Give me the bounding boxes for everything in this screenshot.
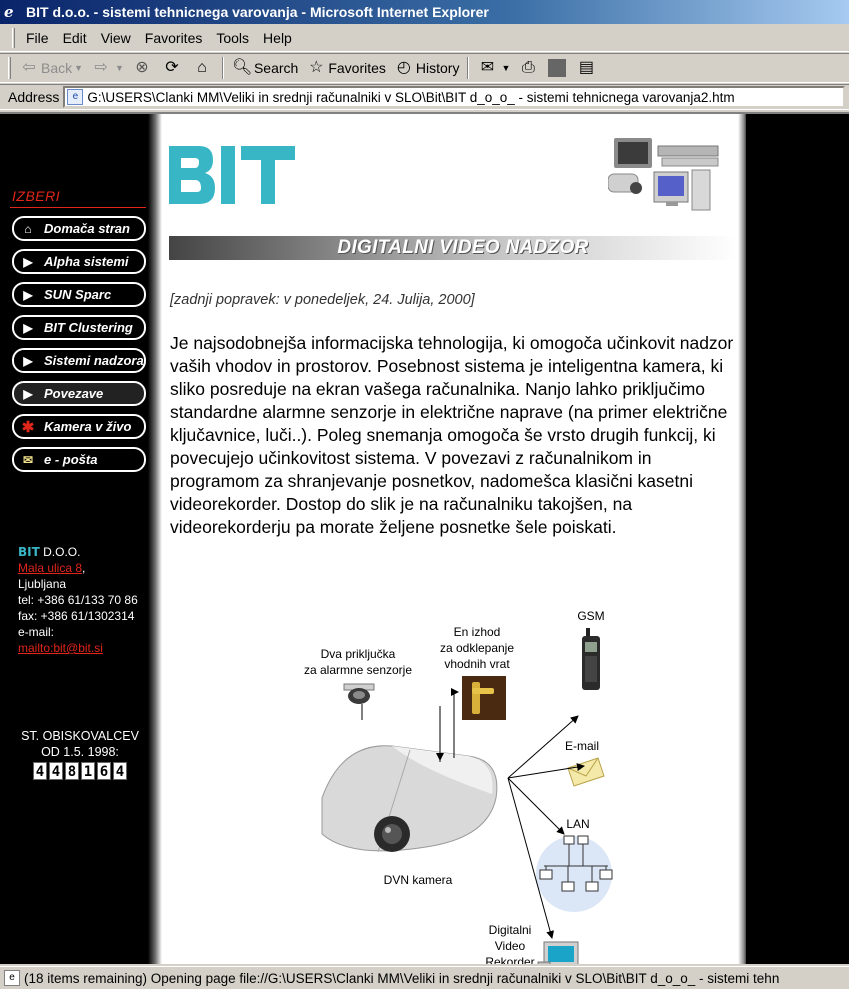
email-label-diagram: E-mail — [564, 739, 600, 753]
dvn-camera-image — [322, 746, 497, 852]
menu-edit[interactable]: Edit — [62, 29, 87, 46]
lan-label: LAN — [566, 817, 590, 831]
page-icon: e — [67, 89, 83, 105]
favorites-star-icon: ☆ — [309, 59, 324, 76]
camera-label: DVN kamera — [383, 873, 453, 887]
exit-label-2: za odklepanje — [439, 641, 515, 655]
bit-logo — [169, 142, 295, 206]
contact-info — [18, 544, 138, 656]
printer-icon: ⎙ — [521, 59, 535, 76]
window-title-bar[interactable] — [0, 0, 849, 24]
gsm-label: GSM — [577, 609, 605, 623]
internet-explorer-icon: e — [4, 3, 14, 21]
dvr-computer-icon — [538, 942, 578, 964]
play-icon: ▶ — [23, 320, 33, 335]
refresh-icon: ⟳ — [165, 59, 179, 76]
intro-paragraph: Je najsodobnejša informacijska tehnologija, ki omogoča učinkovit nadzor vaših vhodov in prostorov. Posebnost sistema je inteligentna kamera, ki sliko posreduje na ekran vašega računalnika. Nanjo lahko priključimo standardne alarmne senzorje in električne naprave (na primer električne ključavnice, luči..). Poleg snemanja omogoča še vrsto drugih funkcij, ki povecujejo učinkovitost sistema. V povezavi z računalnikom in programom za shranjevanje posnetkov, nadomešca klasični kasetni videorekorder. Dostop do slik je na računalniku takojšen, na videorekorderju pa morate željene posnetke šele poiskati. — [170, 333, 734, 537]
sidebar-item-live-camera[interactable] — [12, 414, 146, 439]
street-link[interactable]: Mala ulica 8 — [18, 561, 83, 575]
mail-icon: ✉ — [480, 59, 495, 76]
chevron-down-icon[interactable]: ▼ — [501, 63, 511, 73]
search-icon: 🔍︎ — [231, 59, 253, 76]
play-icon: ▶ — [23, 353, 33, 368]
company-line — [18, 544, 138, 560]
star-icon: ✱ — [21, 418, 35, 436]
sidebar-item-label: e - pošta — [44, 452, 98, 467]
toolbar-grip[interactable] — [12, 28, 15, 48]
street-line — [18, 560, 138, 576]
page-title: DIGITALNI VIDEO NADZOR — [337, 237, 589, 258]
menu-favorites[interactable]: Favorites — [144, 29, 203, 46]
sidebar-item-label: SUN Sparc — [44, 287, 112, 302]
sidebar-item-label: Domača stran — [44, 221, 130, 236]
system-diagram — [282, 598, 742, 969]
play-icon: ▶ — [23, 386, 33, 401]
sidebar-item-alpha[interactable] — [12, 249, 146, 274]
forward-button[interactable] — [87, 56, 128, 80]
counter-digit: 4 — [49, 762, 63, 780]
sidebar-item-label: Alpha sistemi — [44, 254, 129, 269]
left-sidebar — [0, 114, 154, 964]
favorites-button[interactable] — [302, 56, 390, 80]
sidebar-edge-shading — [148, 114, 162, 964]
home-button[interactable] — [188, 56, 218, 80]
dvr-label-2: Video — [494, 939, 526, 953]
email-label: e-mail: — [18, 625, 55, 639]
standard-toolbar — [0, 53, 849, 83]
right-margin — [746, 114, 849, 964]
counter-digit: 6 — [97, 762, 111, 780]
edit-button[interactable] — [544, 56, 572, 80]
last-update-note: [zadnji popravek: v ponedeljek, 24. Julija, 2000] — [170, 292, 475, 308]
toolbar-separator — [222, 57, 224, 79]
sidebar-item-label: Sistemi nadzora — [44, 353, 144, 368]
sidebar-item-home[interactable] — [12, 216, 146, 241]
email-link[interactable]: mailto:bit@bit.si — [18, 641, 103, 655]
menu-help[interactable]: Help — [263, 29, 292, 46]
chevron-down-icon[interactable]: ▼ — [115, 63, 124, 73]
sidebar-item-sun-sparc[interactable] — [12, 282, 146, 307]
back-label: Back — [41, 60, 73, 76]
page-loading-icon: e — [4, 970, 20, 986]
toolbar-separator — [467, 57, 469, 79]
search-button[interactable] — [228, 56, 302, 80]
menu-file[interactable]: File — [26, 29, 49, 46]
counter-digits — [10, 762, 150, 780]
history-icon: ◴ — [396, 59, 411, 76]
stop-icon: ⊗ — [135, 59, 149, 76]
menu-bar — [0, 24, 849, 52]
envelope-icon: ✉ — [22, 452, 34, 467]
forward-arrow-icon: ⇨ — [94, 59, 108, 76]
discuss-button[interactable] — [572, 56, 602, 80]
status-bar — [0, 966, 849, 989]
toolbar-grip[interactable] — [8, 57, 11, 79]
edit-icon — [548, 59, 566, 77]
search-label: Search — [253, 60, 299, 76]
stop-button[interactable] — [128, 56, 158, 80]
fax: fax: +386 61/1302314 — [18, 609, 135, 623]
street-suffix: , — [82, 561, 86, 575]
sidebar-item-label: Kamera v živo — [44, 419, 132, 434]
menu-tools[interactable]: Tools — [216, 29, 250, 46]
visitor-label-1: ST. OBISKOVALCEV — [21, 729, 139, 743]
counter-digit: 4 — [113, 762, 127, 780]
dome-sensor-icon — [344, 684, 374, 704]
counter-digit: 4 — [33, 762, 47, 780]
back-button[interactable] — [15, 56, 87, 80]
mail-button[interactable] — [473, 56, 514, 80]
sidebar-item-surveillance[interactable] — [12, 348, 146, 373]
chevron-down-icon[interactable]: ▼ — [74, 63, 84, 73]
home-icon: ⌂ — [24, 221, 32, 236]
lan-network-icon — [536, 836, 612, 912]
address-label: Address — [8, 89, 60, 105]
history-button[interactable] — [390, 56, 464, 80]
play-icon: ▶ — [23, 254, 33, 269]
document-icon: ▤ — [578, 59, 594, 76]
title-banner — [169, 236, 737, 260]
status-text: (18 items remaining) Opening page file://G:\USERS\Clanki MM\Veliki in srednji računalniki v SLO\Bit\BIT d_o_o_ - sistemi tehn — [24, 970, 780, 986]
brand-mini-logo: BIT — [18, 545, 40, 559]
door-handle-icon — [462, 676, 506, 720]
sidebar-item-label: Povezave — [44, 386, 104, 401]
sensors-label-2: za alarmne senzorje — [303, 663, 413, 677]
address-value: G:\USERS\Clanki MM\Veliki in srednji računalniki v SLO\Bit\BIT d_o_o_ - sistemi tehnicnega varovanja2.htm — [87, 89, 735, 105]
mobile-phone-icon — [582, 628, 600, 690]
visitor-counter — [10, 728, 150, 780]
envelope-icon — [568, 758, 604, 786]
sidebar-heading: IZBERI — [12, 188, 61, 204]
sidebar-item-email[interactable] — [12, 447, 146, 472]
sidebar-divider — [10, 207, 146, 208]
dvr-label-1: Digitalni — [488, 923, 532, 937]
sidebar-item-label: BIT Clustering — [44, 320, 133, 335]
dvr-label-3: Rekorder — [485, 955, 535, 969]
print-button[interactable] — [514, 56, 544, 80]
home-icon: ⌂ — [197, 59, 207, 76]
sidebar-item-clustering[interactable] — [12, 315, 146, 340]
address-bar — [0, 84, 849, 110]
computer-hardware-image — [608, 136, 732, 212]
back-arrow-icon: ⇦ — [22, 59, 36, 76]
city: Ljubljana — [18, 577, 67, 591]
history-label: History — [415, 60, 460, 76]
company-suffix: D.O.O. — [43, 545, 81, 559]
counter-digit: 8 — [65, 762, 79, 780]
refresh-button[interactable] — [158, 56, 188, 80]
telephone: tel: +386 61/133 70 86 — [18, 593, 138, 607]
visitor-label-2: OD 1.5. 1998: — [41, 745, 119, 759]
window-title: BIT d.o.o. - sistemi tehnicnega varovanja - Microsoft Internet Explorer — [26, 4, 489, 20]
menu-view[interactable]: View — [100, 29, 131, 46]
sensors-label-1: Dva priključka — [320, 647, 396, 661]
sidebar-item-links[interactable] — [12, 381, 146, 406]
page-viewport — [0, 112, 849, 969]
address-input[interactable] — [63, 86, 845, 108]
main-content — [162, 114, 746, 969]
exit-label-1: En izhod — [453, 625, 501, 639]
exit-label-3: vhodnih vrat — [444, 657, 510, 671]
play-icon: ▶ — [23, 287, 33, 302]
counter-digit: 1 — [81, 762, 95, 780]
favorites-label: Favorites — [328, 60, 386, 76]
